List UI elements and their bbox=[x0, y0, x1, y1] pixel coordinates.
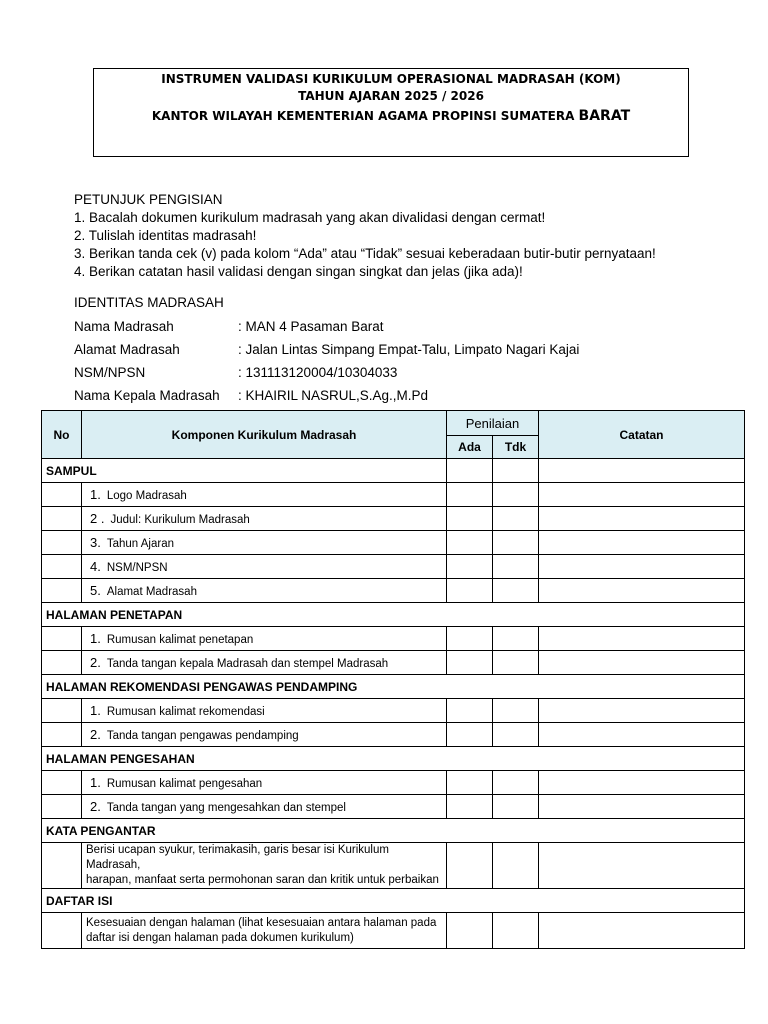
instruction-item: 3. Berikan tanda cek (v) pada kolom “Ada” atau “Tidak” sesuai keberadaan butir-butir pernyataan! bbox=[74, 246, 656, 261]
section-row-pengesahan bbox=[42, 747, 745, 771]
header-komponen: Komponen Kurikulum Madrasah bbox=[82, 411, 447, 459]
tdk-cell[interactable] bbox=[493, 795, 539, 819]
ada-cell[interactable] bbox=[447, 843, 493, 889]
tdk-cell[interactable] bbox=[493, 531, 539, 555]
identity-row bbox=[74, 387, 579, 410]
identity-value: : KHAIRIL NASRUL,S.Ag.,M.Pd bbox=[238, 388, 429, 403]
ada-cell[interactable] bbox=[447, 555, 493, 579]
tdk-cell[interactable] bbox=[493, 459, 539, 483]
section-title: HALAMAN PENGESAHAN bbox=[42, 747, 745, 771]
title-line-1: INSTRUMEN VALIDASI KURIKULUM OPERASIONAL MADRASAH (KOM) bbox=[161, 72, 621, 86]
section-row-daftar-isi bbox=[42, 889, 745, 913]
catatan-cell[interactable] bbox=[539, 795, 745, 819]
tdk-cell[interactable] bbox=[493, 651, 539, 675]
ada-cell[interactable] bbox=[447, 723, 493, 747]
identity-value: : 131113120004/10304033 bbox=[238, 365, 398, 380]
instruction-item: 4. Berikan catatan hasil validasi dengan singan singkat dan jelas (jika ada)! bbox=[74, 264, 523, 279]
ada-cell[interactable] bbox=[447, 459, 493, 483]
tdk-cell[interactable] bbox=[493, 723, 539, 747]
tdk-cell[interactable] bbox=[493, 627, 539, 651]
header-tdk: Tdk bbox=[493, 436, 539, 459]
table-row bbox=[42, 913, 745, 949]
item-number: 1. bbox=[90, 631, 101, 646]
item-text: Tanda tangan pengawas pendamping bbox=[106, 730, 299, 742]
instruction-item: 2. Tulislah identitas madrasah! bbox=[74, 228, 257, 243]
tdk-cell[interactable] bbox=[493, 699, 539, 723]
tdk-cell[interactable] bbox=[493, 579, 539, 603]
item-number: 4. bbox=[90, 559, 101, 574]
instructions-title: PETUNJUK PENGISIAN bbox=[74, 192, 223, 207]
table-row bbox=[42, 531, 745, 555]
section-row-rekomendasi bbox=[42, 675, 745, 699]
table-header-row bbox=[42, 411, 745, 436]
validation-table bbox=[41, 410, 745, 949]
catatan-cell[interactable] bbox=[539, 913, 745, 949]
table-row bbox=[42, 771, 745, 795]
ada-cell[interactable] bbox=[447, 795, 493, 819]
identity-row bbox=[74, 318, 579, 341]
ada-cell[interactable] bbox=[447, 699, 493, 723]
identity-label: Alamat Madrasah bbox=[74, 342, 180, 357]
table-row bbox=[42, 723, 745, 747]
identity-row bbox=[74, 364, 579, 387]
document-title-box bbox=[93, 68, 689, 157]
identity-label: Nama Madrasah bbox=[74, 319, 174, 334]
table-row bbox=[42, 627, 745, 651]
tdk-cell[interactable] bbox=[493, 843, 539, 889]
catatan-cell[interactable] bbox=[539, 483, 745, 507]
instructions bbox=[74, 191, 656, 281]
item-number: 2 . bbox=[90, 511, 105, 526]
item-text: Rumusan kalimat pengesahan bbox=[106, 778, 263, 790]
title-line-3 bbox=[94, 108, 688, 125]
section-row-sampul bbox=[42, 459, 745, 483]
catatan-cell[interactable] bbox=[539, 843, 745, 889]
catatan-cell[interactable] bbox=[539, 699, 745, 723]
ada-cell[interactable] bbox=[447, 913, 493, 949]
table-row bbox=[42, 555, 745, 579]
tdk-cell[interactable] bbox=[493, 507, 539, 531]
identity-row bbox=[74, 341, 579, 364]
title-line-3-barat: BARAT bbox=[578, 108, 631, 124]
header-ada: Ada bbox=[447, 436, 493, 459]
catatan-cell[interactable] bbox=[539, 627, 745, 651]
tdk-cell[interactable] bbox=[493, 771, 539, 795]
ada-cell[interactable] bbox=[447, 651, 493, 675]
catatan-cell[interactable] bbox=[539, 507, 745, 531]
table-row bbox=[42, 483, 745, 507]
section-title: HALAMAN REKOMENDASI PENGAWAS PENDAMPING bbox=[42, 675, 745, 699]
item-text: Judul: Kurikulum Madrasah bbox=[110, 514, 250, 526]
item-number: 1. bbox=[90, 487, 101, 502]
item-text: Tahun Ajaran bbox=[106, 538, 174, 550]
ada-cell[interactable] bbox=[447, 771, 493, 795]
catatan-cell[interactable] bbox=[539, 579, 745, 603]
instruction-item: 1. Bacalah dokumen kurikulum madrasah yang akan divalidasi dengan cermat! bbox=[74, 210, 546, 225]
tdk-cell[interactable] bbox=[493, 913, 539, 949]
catatan-cell[interactable] bbox=[539, 651, 745, 675]
table-row bbox=[42, 795, 745, 819]
identity-value: : MAN 4 Pasaman Barat bbox=[238, 319, 384, 334]
ada-cell[interactable] bbox=[447, 507, 493, 531]
section-title: SAMPUL bbox=[42, 459, 447, 483]
item-text: Kesesuaian dengan halaman (lihat kesesuaian antara halaman pada bbox=[86, 916, 437, 929]
catatan-cell[interactable] bbox=[539, 555, 745, 579]
ada-cell[interactable] bbox=[447, 579, 493, 603]
table-row bbox=[42, 651, 745, 675]
item-text: daftar isi dengan halaman pada dokumen kurikulum) bbox=[86, 931, 354, 944]
section-title: HALAMAN PENETAPAN bbox=[42, 603, 745, 627]
table-row bbox=[42, 843, 745, 889]
tdk-cell[interactable] bbox=[493, 483, 539, 507]
table-row bbox=[42, 579, 745, 603]
ada-cell[interactable] bbox=[447, 627, 493, 651]
section-title: KATA PENGANTAR bbox=[42, 819, 745, 843]
item-number: 2. bbox=[90, 727, 101, 742]
catatan-cell[interactable] bbox=[539, 531, 745, 555]
ada-cell[interactable] bbox=[447, 531, 493, 555]
title-line-2: TAHUN AJARAN 2025 / 2026 bbox=[298, 89, 484, 103]
catatan-cell[interactable] bbox=[539, 771, 745, 795]
item-text: Tanda tangan yang mengesahkan dan stempel bbox=[106, 802, 346, 814]
section-row-pengantar bbox=[42, 819, 745, 843]
section-title: DAFTAR ISI bbox=[42, 889, 745, 913]
item-text: Rumusan kalimat rekomendasi bbox=[106, 706, 265, 718]
item-number: 1. bbox=[90, 775, 101, 790]
item-text: Rumusan kalimat penetapan bbox=[106, 634, 254, 646]
section-row-penetapan bbox=[42, 603, 745, 627]
ada-cell[interactable] bbox=[447, 483, 493, 507]
item-text: harapan, manfaat serta permohonan saran dan kritik untuk perbaikan bbox=[86, 874, 439, 886]
item-text: Berisi ucapan syukur, terimakasih, garis besar isi Kurikulum Madrasah, bbox=[86, 844, 389, 871]
table-row bbox=[42, 699, 745, 723]
item-text: Logo Madrasah bbox=[106, 490, 187, 502]
header-catatan: Catatan bbox=[539, 411, 745, 459]
catatan-cell[interactable] bbox=[539, 723, 745, 747]
identity-title: IDENTITAS MADRASAH bbox=[74, 295, 224, 310]
item-number: 3. bbox=[90, 535, 101, 550]
identity-section bbox=[74, 294, 579, 410]
item-number: 2. bbox=[90, 799, 101, 814]
tdk-cell[interactable] bbox=[493, 555, 539, 579]
item-text: NSM/NPSN bbox=[106, 562, 168, 574]
catatan-cell[interactable] bbox=[539, 459, 745, 483]
item-number: 2. bbox=[90, 655, 101, 670]
title-line-3-main: KANTOR WILAYAH KEMENTERIAN AGAMA PROPINSI SUMATERA bbox=[151, 109, 579, 123]
identity-label: Nama Kepala Madrasah bbox=[74, 388, 220, 403]
identity-label: NSM/NPSN bbox=[74, 365, 146, 380]
header-no: No bbox=[42, 411, 82, 459]
item-text: Alamat Madrasah bbox=[106, 586, 197, 598]
item-number: 1. bbox=[90, 703, 101, 718]
item-text: Tanda tangan kepala Madrasah dan stempel Madrasah bbox=[106, 658, 389, 670]
header-penilaian: Penilaian bbox=[447, 411, 539, 436]
item-number: 5. bbox=[90, 583, 101, 598]
table-row bbox=[42, 507, 745, 531]
identity-value: : Jalan Lintas Simpang Empat-Talu, Limpato Nagari Kajai bbox=[238, 342, 580, 357]
